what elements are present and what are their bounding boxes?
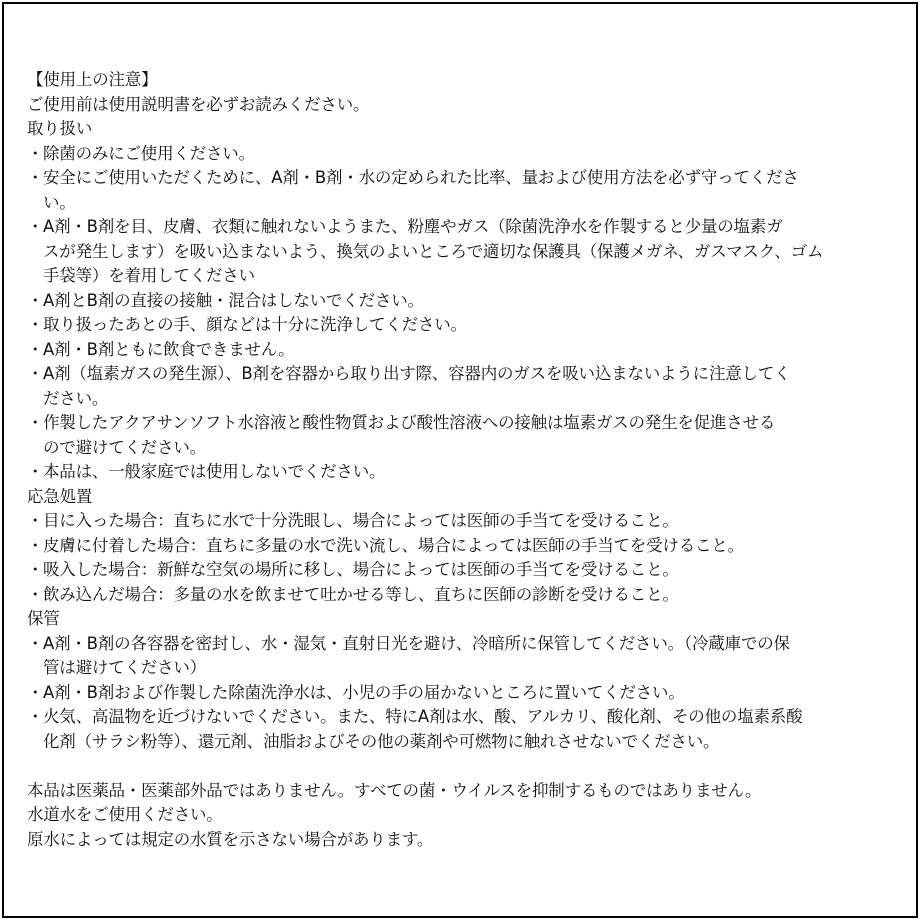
- bullet-mark: ・: [27, 633, 44, 653]
- list-item-line: 手袋等）を着用してください: [43, 266, 255, 285]
- document-frame: [2, 2, 918, 918]
- list-item-text: [43, 338, 897, 363]
- bullet-mark: ・: [27, 217, 44, 236]
- bullet-mark: ・: [27, 290, 44, 310]
- list-item-line: A剤・B剤および作製した除菌洗浄水は、小児の手の届かないところに置いてください。: [43, 682, 685, 702]
- list-item-line: A剤・B剤ともに飲食できません。: [43, 339, 295, 359]
- list-item: [27, 289, 897, 314]
- bullet-mark: ・: [27, 462, 44, 481]
- list-item: [27, 411, 897, 460]
- list-item: [27, 166, 897, 215]
- note-line: 本品は医薬品・医薬部外品ではありません。すべての菌・ウイルスを抑制するものではありません。: [27, 780, 762, 800]
- list-item-text: [43, 289, 897, 314]
- list-item-line: 吸入した場合：新鮮な空気の場所に移し、場合によっては医師の手当てを受けること。: [43, 560, 679, 579]
- list-item-line: 飲み込んだ場合：多量の水を飲ませて吐かせる等し、直ちに医師の診断を受けること。: [43, 584, 679, 604]
- list-item-line: 目に入った場合：直ちに水で十分洗眼し、場合によっては医師の手当てを受けること。: [43, 511, 679, 530]
- list-item-line: A剤・B剤の各容器を密封し、水・湿気・直射日光を避け、冷暗所に保管してください。（冷蔵庫での保: [43, 633, 790, 653]
- list-item-line: 本品は、一般家庭では使用しないでください。: [43, 462, 386, 481]
- list-item-text: [43, 142, 897, 167]
- bullet-mark: ・: [27, 682, 44, 702]
- list-item-text: [43, 460, 897, 485]
- list-item: [27, 460, 897, 485]
- bullet-mark: ・: [27, 364, 44, 383]
- list-item-line: ので避けてください。: [43, 437, 207, 457]
- section-heading: 応急処置: [27, 486, 93, 506]
- sections-container: [27, 117, 897, 754]
- bullet-mark: ・: [27, 143, 44, 163]
- list-item-line: ださい。: [43, 388, 109, 408]
- list-item-line: い。: [43, 192, 76, 212]
- bullet-mark: ・: [27, 413, 44, 432]
- list-item-text: [43, 411, 897, 460]
- list-item: [27, 509, 897, 534]
- list-item-text: [43, 166, 897, 215]
- bullet-mark: ・: [27, 560, 44, 579]
- list-item-text: [43, 362, 897, 411]
- list-item: [27, 705, 897, 754]
- bullet-mark: ・: [27, 511, 44, 530]
- list-item-text: [43, 583, 897, 608]
- usage-precautions-text: [27, 68, 897, 852]
- list-item: [27, 558, 897, 583]
- list-item: [27, 313, 897, 338]
- notes-container: [27, 779, 897, 853]
- list-item-line: A剤とB剤の直接の接触・混合はしないでください。: [43, 290, 424, 310]
- bullet-mark: ・: [27, 584, 44, 604]
- list-item-line: A剤（塩素ガスの発生源）、B剤を容器から取り出す際、容器内のガスを吸い込まないように注意してく: [43, 364, 791, 383]
- list-item-line: 作製したアクアサンソフト水溶液と酸性物質および酸性溶液への接触は塩素ガスの発生を促進させる: [43, 413, 776, 432]
- list-item: [27, 362, 897, 411]
- list-item: [27, 632, 897, 681]
- section-heading: 取り扱い: [27, 119, 93, 138]
- list-item-line: 除菌のみにご使用ください。: [43, 143, 255, 163]
- list-item-text: [43, 681, 897, 706]
- bullet-mark: ・: [27, 315, 44, 334]
- bullet-mark: ・: [27, 168, 44, 187]
- bullet-mark: ・: [27, 707, 44, 726]
- list-item-text: [43, 313, 897, 338]
- list-item-line: 安全にご使用いただくために、A剤・B剤・水の定められた比率、量および使用方法を必ず守ってくださ: [43, 168, 799, 187]
- spacer: [27, 754, 897, 779]
- note-line: 水道水をご使用ください。: [27, 805, 223, 824]
- list-item-line: スが発生します）を吸い込まないよう、換気のよいところで適切な保護具（保護メガネ、ガスマスク、ゴム: [43, 241, 824, 261]
- intro-text: ご使用前は使用説明書を必ずお読みください。: [27, 94, 370, 114]
- list-item: [27, 215, 897, 289]
- list-item-line: 火気、高温物を近づけないでください。また、特にA剤は水、酸、アルカリ、酸化剤、その他の塩素系酸: [43, 707, 803, 726]
- list-item-line: 皮膚に付着した場合：直ちに多量の水で洗い流し、場合によっては医師の手当てを受けること。: [43, 535, 744, 555]
- list-item-line: 化剤（サラシ粉等）、還元剤、油脂およびその他の薬剤や可燃物に触れさせないでください。: [43, 731, 720, 751]
- bullet-mark: ・: [27, 339, 44, 359]
- list-item-line: 取り扱ったあとの手、顔などは十分に洗浄してください。: [43, 315, 467, 334]
- list-item: [27, 534, 897, 559]
- list-item-text: [43, 534, 897, 559]
- note-line: 原水によっては規定の水質を示さない場合があります。: [27, 829, 434, 849]
- list-item-text: [43, 558, 897, 583]
- list-item-text: [43, 632, 897, 681]
- list-item-line: A剤・B剤を目、皮膚、衣類に触れないようまた、粉塵やガス（除菌洗浄水を作製すると少量の塩素ガ: [43, 217, 783, 236]
- bullet-mark: ・: [27, 535, 44, 555]
- list-item: [27, 583, 897, 608]
- list-item: [27, 142, 897, 167]
- list-item-text: [43, 509, 897, 534]
- list-item-text: [43, 705, 897, 754]
- section-heading: 保管: [27, 609, 60, 628]
- list-item-line: 管は避けてください）: [43, 658, 207, 677]
- list-item: [27, 681, 897, 706]
- list-item: [27, 338, 897, 363]
- list-item-text: [43, 215, 897, 289]
- document-title: 【使用上の注意】: [27, 70, 158, 89]
